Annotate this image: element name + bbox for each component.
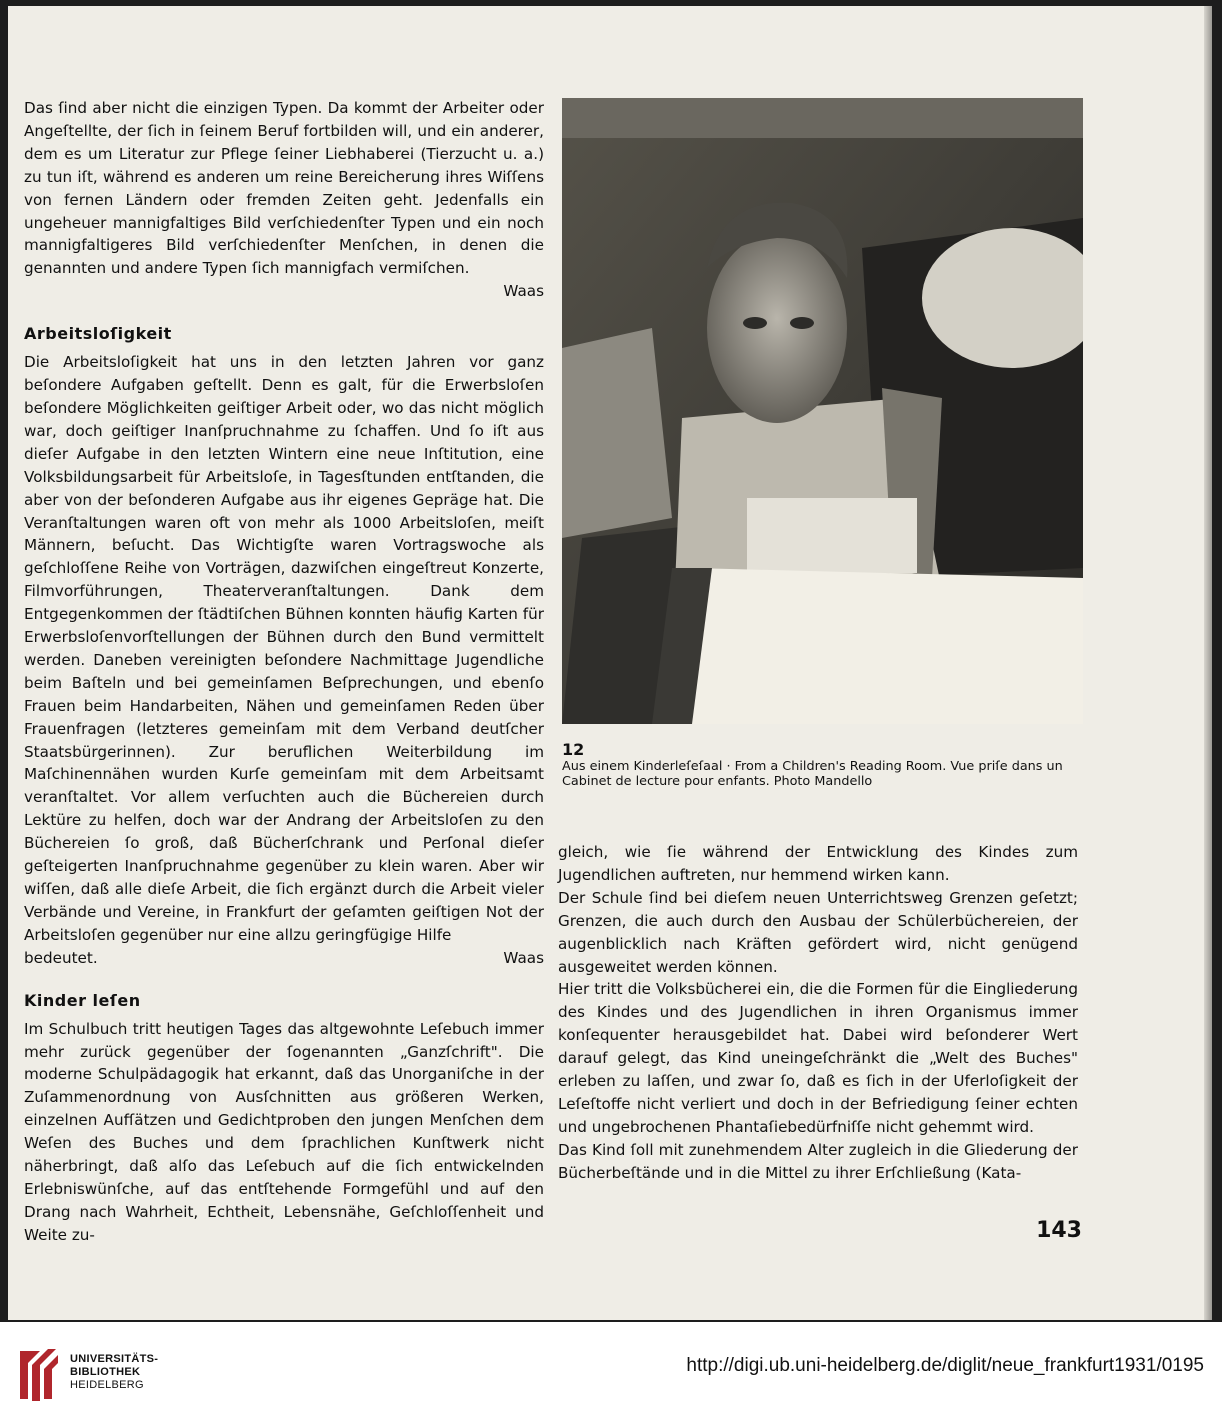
paragraph-volksbuecherei: Hier tritt die Volksbücherei ein, die die Formen für die Eingliederung des Kindes und des Jugendlichen in ihren Organismus immer konſequenter herausgebildet hat. Dabei wird beſonderer Wert darauf gelegt, das Kind uneingeſchränkt die „Welt des Buches" erleben zu laſſen, und zwar ſo, daß es ſich in der Uferloſigkeit der Leſeſtoffe nicht verliert und doch in der Befriedigung ſeiner echten und ungebrochenen Phantaſiebedürfniſſe nicht gehemmt wird. [558, 980, 1078, 1136]
figure-number: 12 [562, 740, 585, 759]
left-text-column [24, 97, 544, 1247]
page-edge-shadow [1204, 6, 1212, 1320]
source-url-link[interactable]: http://digi.ub.uni-heidelberg.de/diglit/neue_frankfurt1931/0195 [686, 1355, 1204, 1376]
photo-illustration [562, 98, 1083, 724]
paragraph-kinder-lesen: Im Schulbuch tritt heutigen Tages das altgewohnte Leſebuch immer mehr zurück gegenüber der ſogenannten „Ganzſchrift". Die moderne Schulpädagogik hat erkannt, daß das Unorganiſche in der Zuſammenordnung von Ausſchnitten aus größeren Werken, einzelnen Aufſätzen und Gedichtproben den jungen Menſchen dem Weſen des Buches und dem ſprachlichen Kunſtwerk nicht näherbringt, daß alſo das Leſebuch auf die ſich entwickelnden Erlebniswünſche, auf das entſtehende Formgefühl und auf den Drang nach Wahrheit, Echtheit, Lebensnähe, Geſchloſſenheit und Weite zu- [24, 1019, 544, 1244]
paragraph-types: Das ſind aber nicht die einzigen Typen. Da kommt der Arbeiter oder Angeſtellte, der ſich in ſeinem Beruf fortbilden will, und ein anderer, dem es um Literatur zur Pflege ſeiner Liebhaberei (Tierzucht u. a.) zu tun iſt, während es anderen um reine Bereicherung ihres Wiſſens von fernen Ländern oder fremden Zeiten geht. Jedenfalls ein ungeheuer mannigfaltiges Bild verſchiedenſter Typen und ein noch mannigfaltigeres Bild verſchiedenſter Menſchen, in denen die genannten und andere Typen ſich mannigfach vermiſchen. [24, 99, 544, 278]
library-name-line1: UNIVERSITÄTS- [70, 1353, 159, 1365]
library-logo-icon [14, 1345, 62, 1405]
section-heading-kinder-lesen: Kinder leſen [24, 990, 141, 1010]
closing-word: bedeutet. [24, 948, 98, 967]
footer-bar [0, 1322, 1222, 1427]
paragraph-kind: Das Kind ſoll mit zunehmendem Alter zugleich in die Gliederung der Bücherbeſtände und in die Mittel zu ihrer Erſchließung (Kata- [558, 1140, 1078, 1182]
section-heading-arbeitslosigkeit: Arbeitsloſigkeit [24, 324, 172, 344]
paragraph-arbeitslosigkeit: Die Arbeitsloſigkeit hat uns in den letzten Jahren vor ganz beſondere Aufgaben geſtellt. Denn es galt, für die Erwerbsloſen beſondere Möglichkeiten geiſtiger Arbeit oder, wo das nicht möglich war, doch geiſtiger Inanſpruchnahme zu ſchaffen. Und ſo iſt aus dieſer Aufgabe in den letzten Wintern eine neue Inſtitution, eine Volksbildungsarbeit für Arbeitsloſe, in Tagesſtunden entſtanden, die aber von der beſonderen Aufgabe aus ihr eigenes Gepräge hat. Die Veranſtaltungen waren oft von mehr als 1000 Arbeitsloſen, meiſt Männern, beſucht. Das Wichtigſte waren Vortragswoche als geſchloſſene Reihe von Vorträgen, dazwiſchen eingeſtreut Konzerte, Filmvorführungen, Theaterveranſtaltungen. Dank dem Entgegenkommen der ſtädtiſchen Bühnen konnten häufig Karten für Erwerbsloſenvorſtellungen der Bühnen durch den Bund vermittelt werden. Daneben vereinigten beſondere Nachmittage Jugendliche beim Baſteln und bei gemeinſamen Beſprechungen, und ebenſo Frauen beim Handarbeiten, Nähen und gemeinſamen Reden über Frauenfragen (letzteres gemeinſam mit dem Verband deutſcher Staatsbürgerinnen). Zur beruflichen Weiterbildung im Maſchinennähen wurden Kurſe gemeinſam mit dem Arbeitsamt veranſtaltet. Vor allem verſuchten auch die Büchereien durch Lektüre zu helfen, doch war der Andrang der Arbeitsloſen zu den Büchereien ſo groß, daß Bücherſchrank und Perſonal dieſer geſteigerten Inanſpruchnahme gegenüber zu klein waren. Aber wir wiſſen, daß alle dieſe Arbeit, die ſich ergänzt durch die Arbeit vieler Verbände und Vereine, in Frankfurt der geſamten geiſtigen Not der Arbeitsloſen gegenüber nur eine allzu geringfügige Hilfe [24, 353, 544, 944]
library-name [70, 1353, 158, 1392]
library-name-line3: HEIDELBERG [70, 1379, 144, 1391]
photo-boy-reading [562, 98, 1083, 724]
figure-caption [562, 742, 1102, 789]
right-text-column [558, 841, 1078, 1185]
page-number: 143 [1036, 1218, 1082, 1243]
library-name-line2: BIBLIOTHEK [70, 1366, 141, 1378]
paragraph-continuation: gleich, wie ſie während der Entwicklung des Kindes zum Jugendlichen auftreten, nur hemmend wirken kann. [558, 843, 1078, 884]
caption-text: Aus einem Kinderleſeſaal · From a Children's Reading Room. Vue priſe dans un Cabinet de lecture pour enfants. Photo Mandello [562, 759, 1063, 789]
author-signature: Waas [503, 282, 544, 301]
author-signature: Waas [503, 948, 544, 967]
closing-line [24, 947, 544, 970]
paragraph-schule: Der Schule ſind bei dieſem neuen Unterrichtsweg Grenzen geſetzt; Grenzen, die auch durch den Ausbau der Schülerbüchereien, der augenblicklich nach Kräften gefördert wird, nicht genügend ausgeweitet werden können. [558, 888, 1078, 976]
